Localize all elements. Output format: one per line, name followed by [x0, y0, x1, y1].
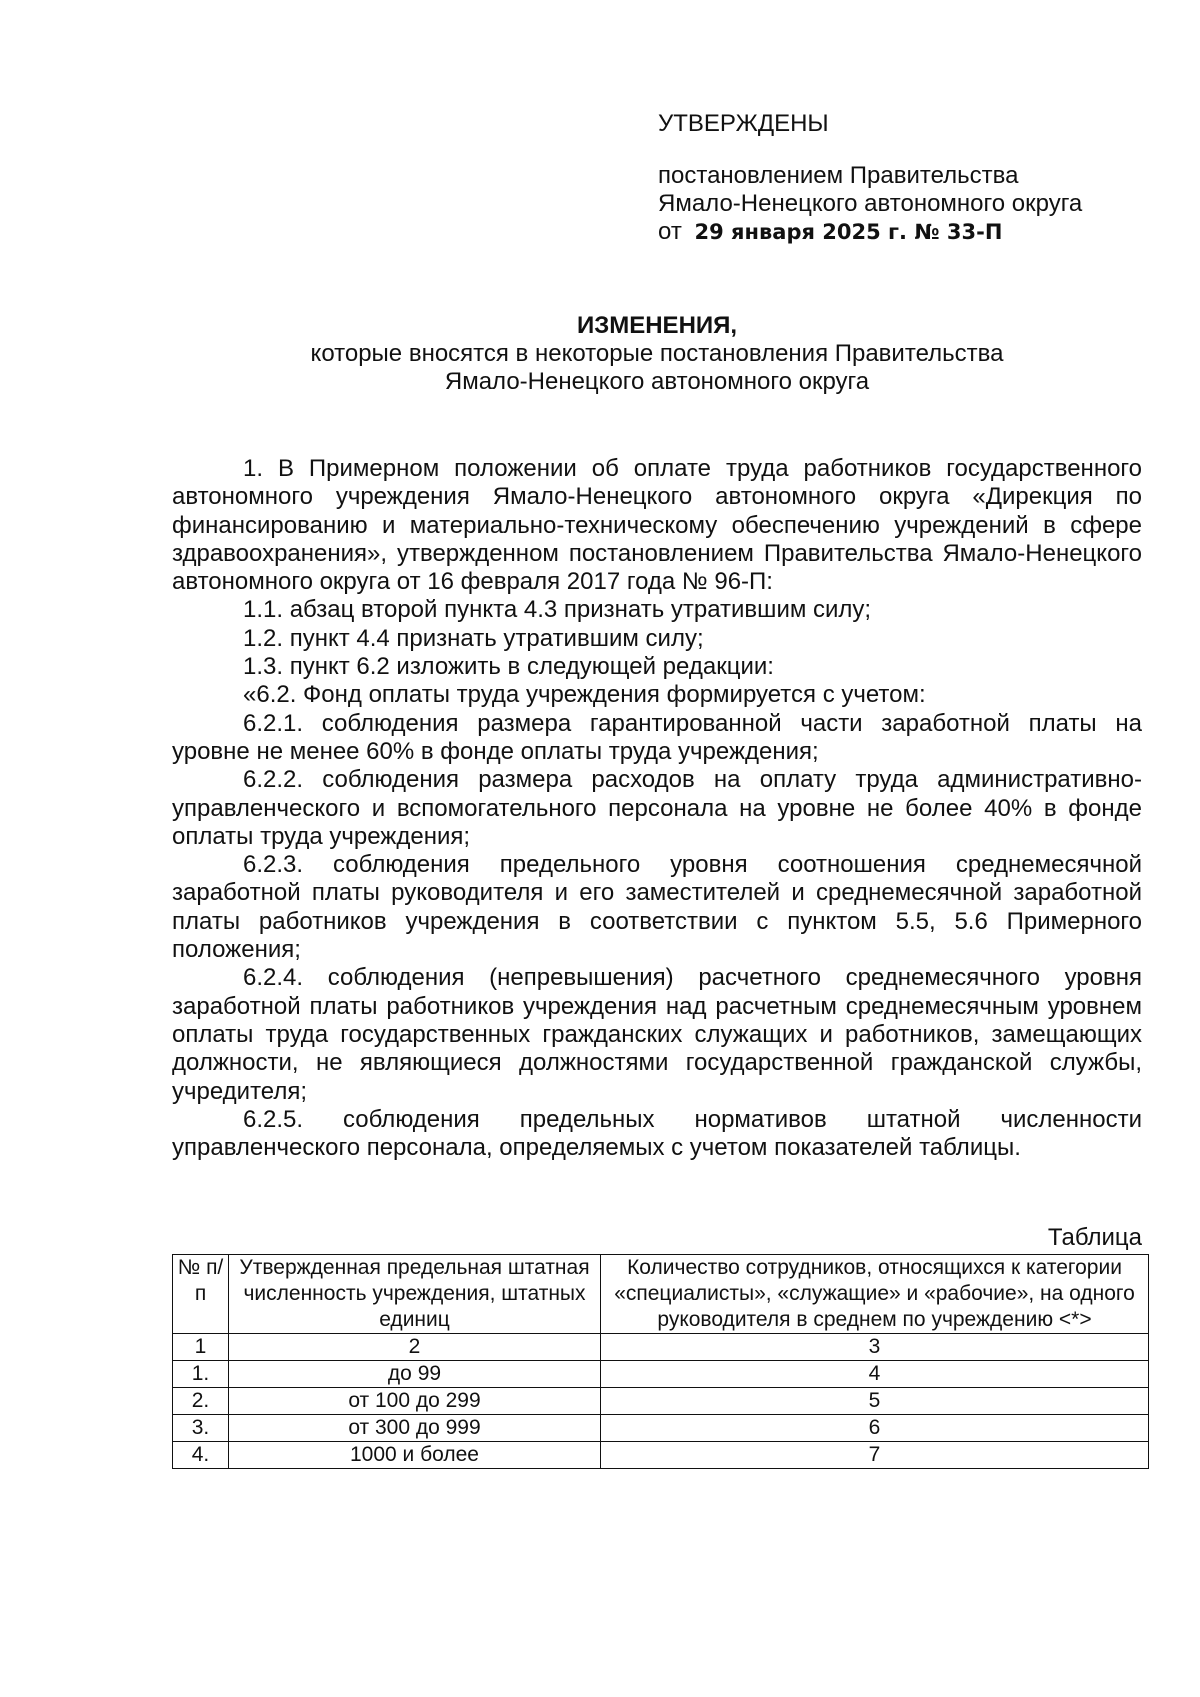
- date-prefix: от: [658, 218, 682, 245]
- table-cell: до 99: [229, 1361, 601, 1388]
- table-cell: 6: [601, 1415, 1149, 1442]
- table-header-row: [173, 1255, 1149, 1334]
- staffing-norms-table: [172, 1254, 1149, 1469]
- table-cell: 1.: [173, 1361, 229, 1388]
- approval-date-line: [658, 218, 1082, 246]
- document-body: [172, 455, 1142, 1162]
- approval-heading: УТВЕРЖДЕНЫ: [658, 110, 829, 137]
- approval-line-2: Ямало-Ненецкого автономного округа: [658, 190, 1083, 217]
- title-main: ИЗМЕНЕНИЯ,: [576, 312, 738, 339]
- paragraph: 6.2.4. соблюдения (непревышения) расчетного среднемесячного уровня заработной платы работников учреждения над расчетным среднемесячным уровнем оплаты труда государственных гражданских служащих и работников, замещающих должности, не являющиеся должностями государственной гражданской службы, учредителя;: [172, 964, 1142, 1105]
- table-row: [173, 1415, 1149, 1442]
- table-cell: 4.: [173, 1442, 229, 1469]
- paragraph: 1.2. пункт 4.4 признать утратившим силу;: [243, 624, 704, 652]
- table-header-cell: Количество сотрудников, относящихся к категории «специалисты», «служащие» и «рабочие», на одного руководителя в среднем по учреждению <*>: [601, 1255, 1149, 1334]
- table-cell: 2.: [173, 1388, 229, 1415]
- table-cell: 4: [601, 1361, 1149, 1388]
- table-numbering-row: [173, 1334, 1149, 1361]
- table-caption: Таблица: [1047, 1224, 1142, 1251]
- table-cell: 3.: [173, 1415, 229, 1442]
- table-row: [173, 1388, 1149, 1415]
- paragraph: 1.3. пункт 6.2 изложить в следующей редакции:: [243, 653, 774, 681]
- resolution-date-number: 29 января 2025 г. № 33-П: [694, 220, 1003, 244]
- paragraph: 1.1. абзац второй пункта 4.3 признать утратившим силу;: [243, 596, 872, 624]
- table-cell: 5: [601, 1388, 1149, 1415]
- table-header-cell: № п/п: [173, 1255, 229, 1334]
- table-cell: от 100 до 299: [229, 1388, 601, 1415]
- table-row: [173, 1361, 1149, 1388]
- table-cell: 1: [173, 1334, 229, 1361]
- paragraph: 1. В Примерном положении об оплате труда работников государственного автономного учреждения Ямало-Ненецкого автономного округа «Дирекция по финансированию и материально-техническому обеспечению учреждений в сфере здравоохранения», утвержденном постановлением Правительства Ямало-Ненецкого автономного округа от 16 февраля 2017 года № 96-П:: [172, 455, 1142, 596]
- approval-block: [658, 110, 1082, 246]
- paragraph: 6.2.5. соблюдения предельных нормативов штатной численности управленческого персонала, определяемых с учетом показателей таблицы.: [172, 1105, 1142, 1162]
- table-cell: 1000 и более: [229, 1442, 601, 1469]
- table-cell: 7: [601, 1442, 1149, 1469]
- title-subtitle-1: которые вносятся в некоторые постановления Правительства: [310, 340, 1004, 367]
- title-subtitle-2: Ямало-Ненецкого автономного округа: [444, 368, 870, 395]
- paragraph: 6.2.1. соблюдения размера гарантированной части заработной платы на уровне не менее 60% в фонде оплаты труда учреждения;: [172, 709, 1142, 765]
- table-cell: от 300 до 999: [229, 1415, 601, 1442]
- paragraph: 6.2.3. соблюдения предельного уровня соотношения среднемесячной заработной платы руководителя и его заместителей и среднемесячной заработной платы работников учреждения в соответствии с пунктом 5.5, 5.6 Примерного положения;: [172, 851, 1142, 964]
- table-cell: 2: [229, 1334, 601, 1361]
- table-cell: 3: [601, 1334, 1149, 1361]
- table-row: [173, 1442, 1149, 1469]
- table-header-cell: Утвержденная предельная штатная численность учреждения, штатных единиц: [229, 1255, 601, 1334]
- paragraph: «6.2. Фонд оплаты труда учреждения формируется с учетом:: [243, 681, 926, 709]
- paragraph: 6.2.2. соблюдения размера расходов на оплату труда административно-управленческого и вспомогательного персонала на уровне не более 40% в фонде оплаты труда учреждения;: [172, 766, 1142, 850]
- approval-line-1: постановлением Правительства: [658, 162, 1019, 189]
- document-title: [172, 312, 1142, 396]
